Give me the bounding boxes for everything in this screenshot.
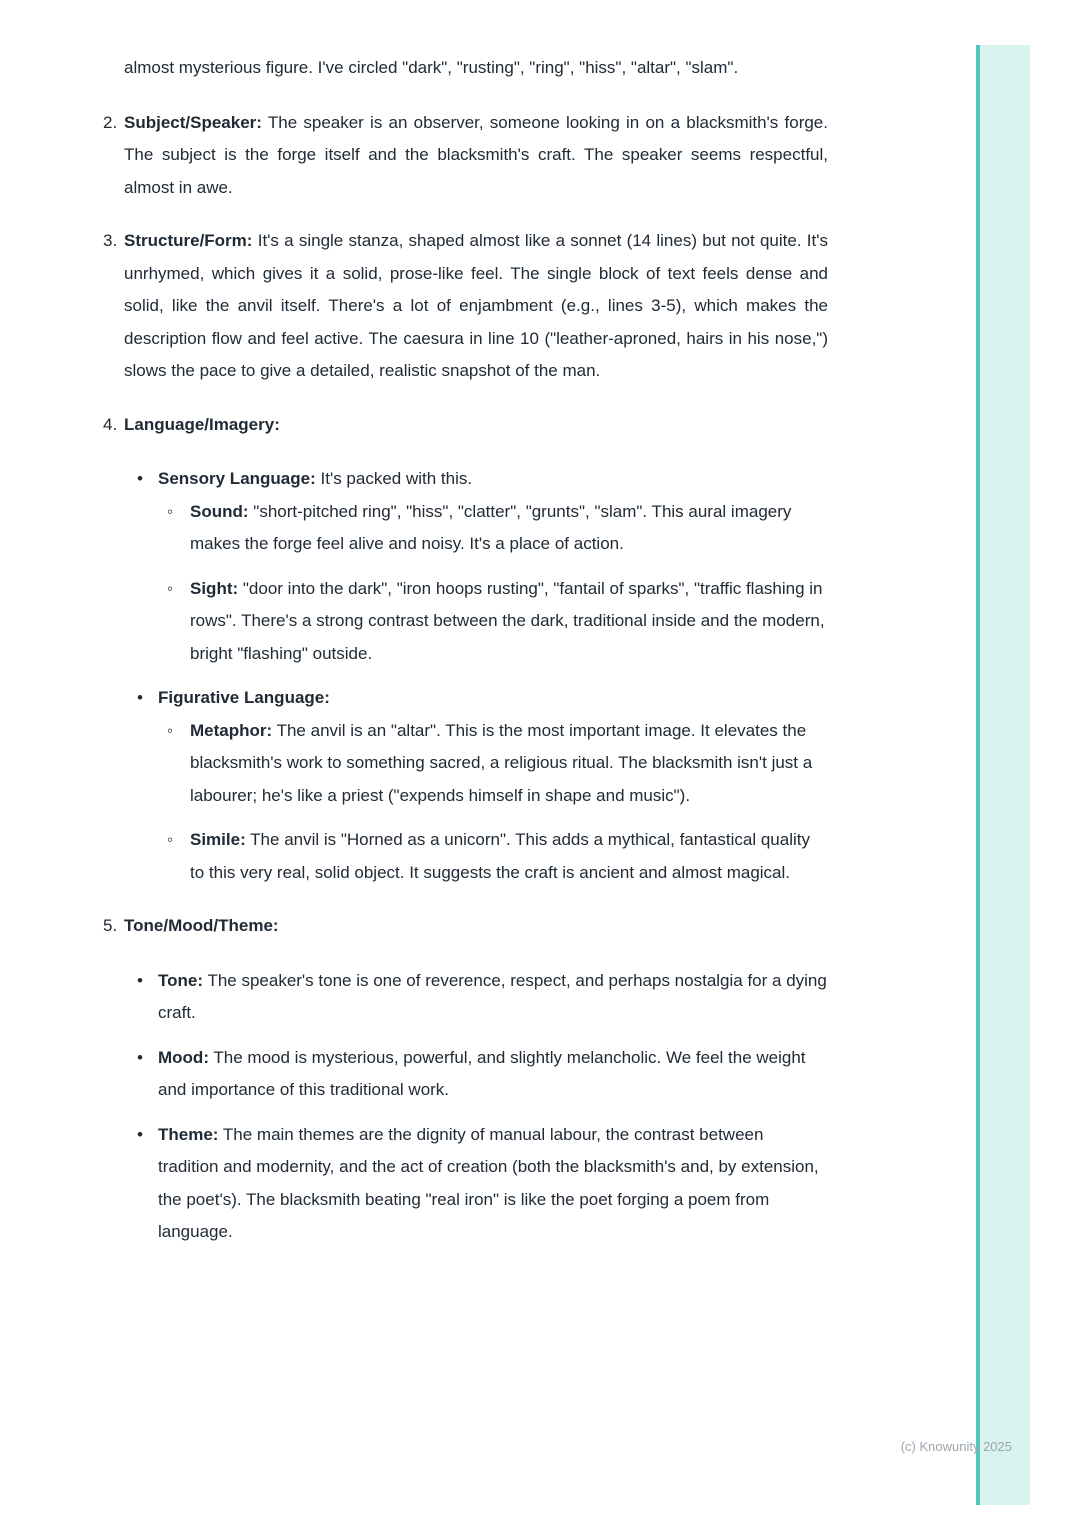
- paragraph-text: The speaker's tone is one of reverence, respect, and perhaps nostalgia for a dying craft.: [158, 970, 827, 1022]
- bullet-body: [158, 463, 828, 670]
- bullet-label: Sensory Language:: [158, 469, 316, 488]
- numbered-item-language-imagery: [103, 409, 828, 890]
- paragraph: [158, 1119, 828, 1249]
- sub-bullet-list: [158, 496, 828, 671]
- bullet-marker: •: [137, 1047, 143, 1067]
- bullet-body: [158, 1042, 828, 1107]
- list-number: 5.: [103, 916, 118, 935]
- paragraph-text: The anvil is an "altar". This is the most important image. It elevates the blacksmith's work to something sacred, a religious ritual. The blacksmith isn't just a labourer; he's like a priest ("expends himself in shape and music").: [190, 720, 813, 805]
- paragraph: [158, 463, 828, 496]
- paragraph: [124, 107, 828, 205]
- bullet-marker: •: [137, 1124, 143, 1144]
- sub-bullet-body: [190, 496, 828, 561]
- bullet-list: [124, 965, 828, 1249]
- sub-bullet-label: Sight:: [190, 578, 239, 598]
- bullet-marker: •: [137, 469, 143, 488]
- numbered-item-subject-speaker: [103, 107, 828, 205]
- sub-bullet-item-sound: [158, 496, 828, 561]
- paragraph: [190, 573, 828, 671]
- bullet-item-mood: [124, 1042, 828, 1107]
- paragraph: [158, 965, 828, 1030]
- numbered-item-body: [124, 910, 828, 1249]
- bullet-list: [124, 463, 828, 889]
- numbered-item-body: [124, 409, 828, 890]
- paragraph-text: The main themes are the dignity of manual labour, the contrast between tradition and modernity, and the act of creation (both the blacksmith's and, by extension, the poet's). The blacksmith beating "real iron" is like the poet forging a poem from language.: [158, 1124, 819, 1241]
- list-number: 4.: [103, 414, 118, 434]
- sub-bullet-item-sight: [158, 573, 828, 671]
- sub-bullet-marker: ◦: [167, 830, 174, 849]
- numbered-item-body: [124, 107, 828, 205]
- bullet-item-sensory-language: [124, 463, 828, 670]
- paragraph-text: The speaker is an observer, someone looking in on a blacksmith's forge. The subject is the forge itself and the blacksmith's craft. The speaker seems respectful, almost in awe.: [124, 112, 828, 197]
- bullet-marker: •: [137, 688, 143, 707]
- item-label: Subject/Speaker:: [124, 112, 262, 132]
- sub-bullet-item-simile: [158, 824, 828, 889]
- paragraph-text: The mood is mysterious, powerful, and slightly melancholic. We feel the weight and importance of this traditional work.: [158, 1047, 806, 1099]
- bullet-body: [158, 965, 828, 1030]
- sub-bullet-marker: ◦: [167, 501, 174, 521]
- sub-bullet-marker: ◦: [167, 720, 174, 740]
- sub-bullet-label: Metaphor:: [190, 720, 273, 740]
- document-page: [103, 52, 828, 1270]
- paragraph: [190, 496, 828, 561]
- paragraph-text: It's packed with this.: [320, 469, 473, 488]
- sub-bullet-body: [190, 715, 828, 813]
- paragraph-text: "short-pitched ring", "hiss", "clatter", "grunts", "slam". This aural imagery makes the forge feel alive and noisy. It's a place of action.: [190, 501, 792, 553]
- numbered-item-tone-mood-theme: [103, 910, 828, 1249]
- list-number: 2.: [103, 112, 118, 132]
- item-label: Tone/Mood/Theme:: [124, 916, 279, 935]
- paragraph: [124, 910, 828, 943]
- bullet-label: Theme:: [158, 1124, 219, 1144]
- page-accent-bar: [976, 45, 1030, 1505]
- bullet-item-theme: [124, 1119, 828, 1249]
- paragraph-text: "door into the dark", "iron hoops rusting", "fantail of sparks", "traffic flashing in rows". There's a strong contrast between the dark, traditional inside and the modern, bright "flashing" outside.: [190, 578, 825, 663]
- bullet-body: [158, 682, 828, 889]
- paragraph: [190, 824, 828, 889]
- paragraph-text: The anvil is "Horned as a unicorn". This adds a mythical, fantastical quality to this very real, solid object. It suggests the craft is ancient and almost magical.: [190, 830, 810, 882]
- sub-bullet-list: [158, 715, 828, 890]
- numbered-item-body: [124, 225, 828, 388]
- sub-bullet-label: Sound:: [190, 501, 249, 521]
- bullet-body: [158, 1119, 828, 1249]
- item-label: Structure/Form:: [124, 231, 253, 250]
- paragraph: [158, 1042, 828, 1107]
- numbered-item-structure-form: [103, 225, 828, 388]
- paragraph-text: almost mysterious figure. I've circled "dark", "rusting", "ring", "hiss", "altar", "slam".: [124, 58, 739, 77]
- bullet-item-tone: [124, 965, 828, 1030]
- paragraph: [158, 682, 828, 715]
- paragraph-continuation: [124, 52, 828, 85]
- sub-bullet-item-metaphor: [158, 715, 828, 813]
- sub-bullet-body: [190, 824, 828, 889]
- item-label: Language/Imagery:: [124, 414, 280, 434]
- bullet-label: Mood:: [158, 1047, 209, 1067]
- sub-bullet-label: Simile:: [190, 830, 246, 849]
- paragraph: [124, 409, 828, 442]
- sub-bullet-marker: ◦: [167, 578, 174, 598]
- bullet-label: Figurative Language:: [158, 688, 330, 707]
- list-number: 3.: [103, 231, 118, 250]
- bullet-label: Tone:: [158, 970, 204, 990]
- paragraph: [190, 715, 828, 813]
- paragraph: [124, 225, 828, 388]
- bullet-marker: •: [137, 970, 143, 990]
- bullet-item-figurative-language: [124, 682, 828, 889]
- paragraph-text: It's a single stanza, shaped almost like a sonnet (14 lines) but not quite. It's unrhymed, which gives it a solid, prose-like feel. The single block of text feels dense and solid, like the anvil itself. There's a lot of enjambment (e.g., lines 3-5), which makes the description flow and feel active. The caesura in line 10 ("leather-aproned, hairs in his nose,") slows the pace to give a detailed, realistic snapshot of the man.: [124, 231, 828, 380]
- sub-bullet-body: [190, 573, 828, 671]
- copyright-watermark: (c) Knowunity 2025: [900, 1439, 1012, 1454]
